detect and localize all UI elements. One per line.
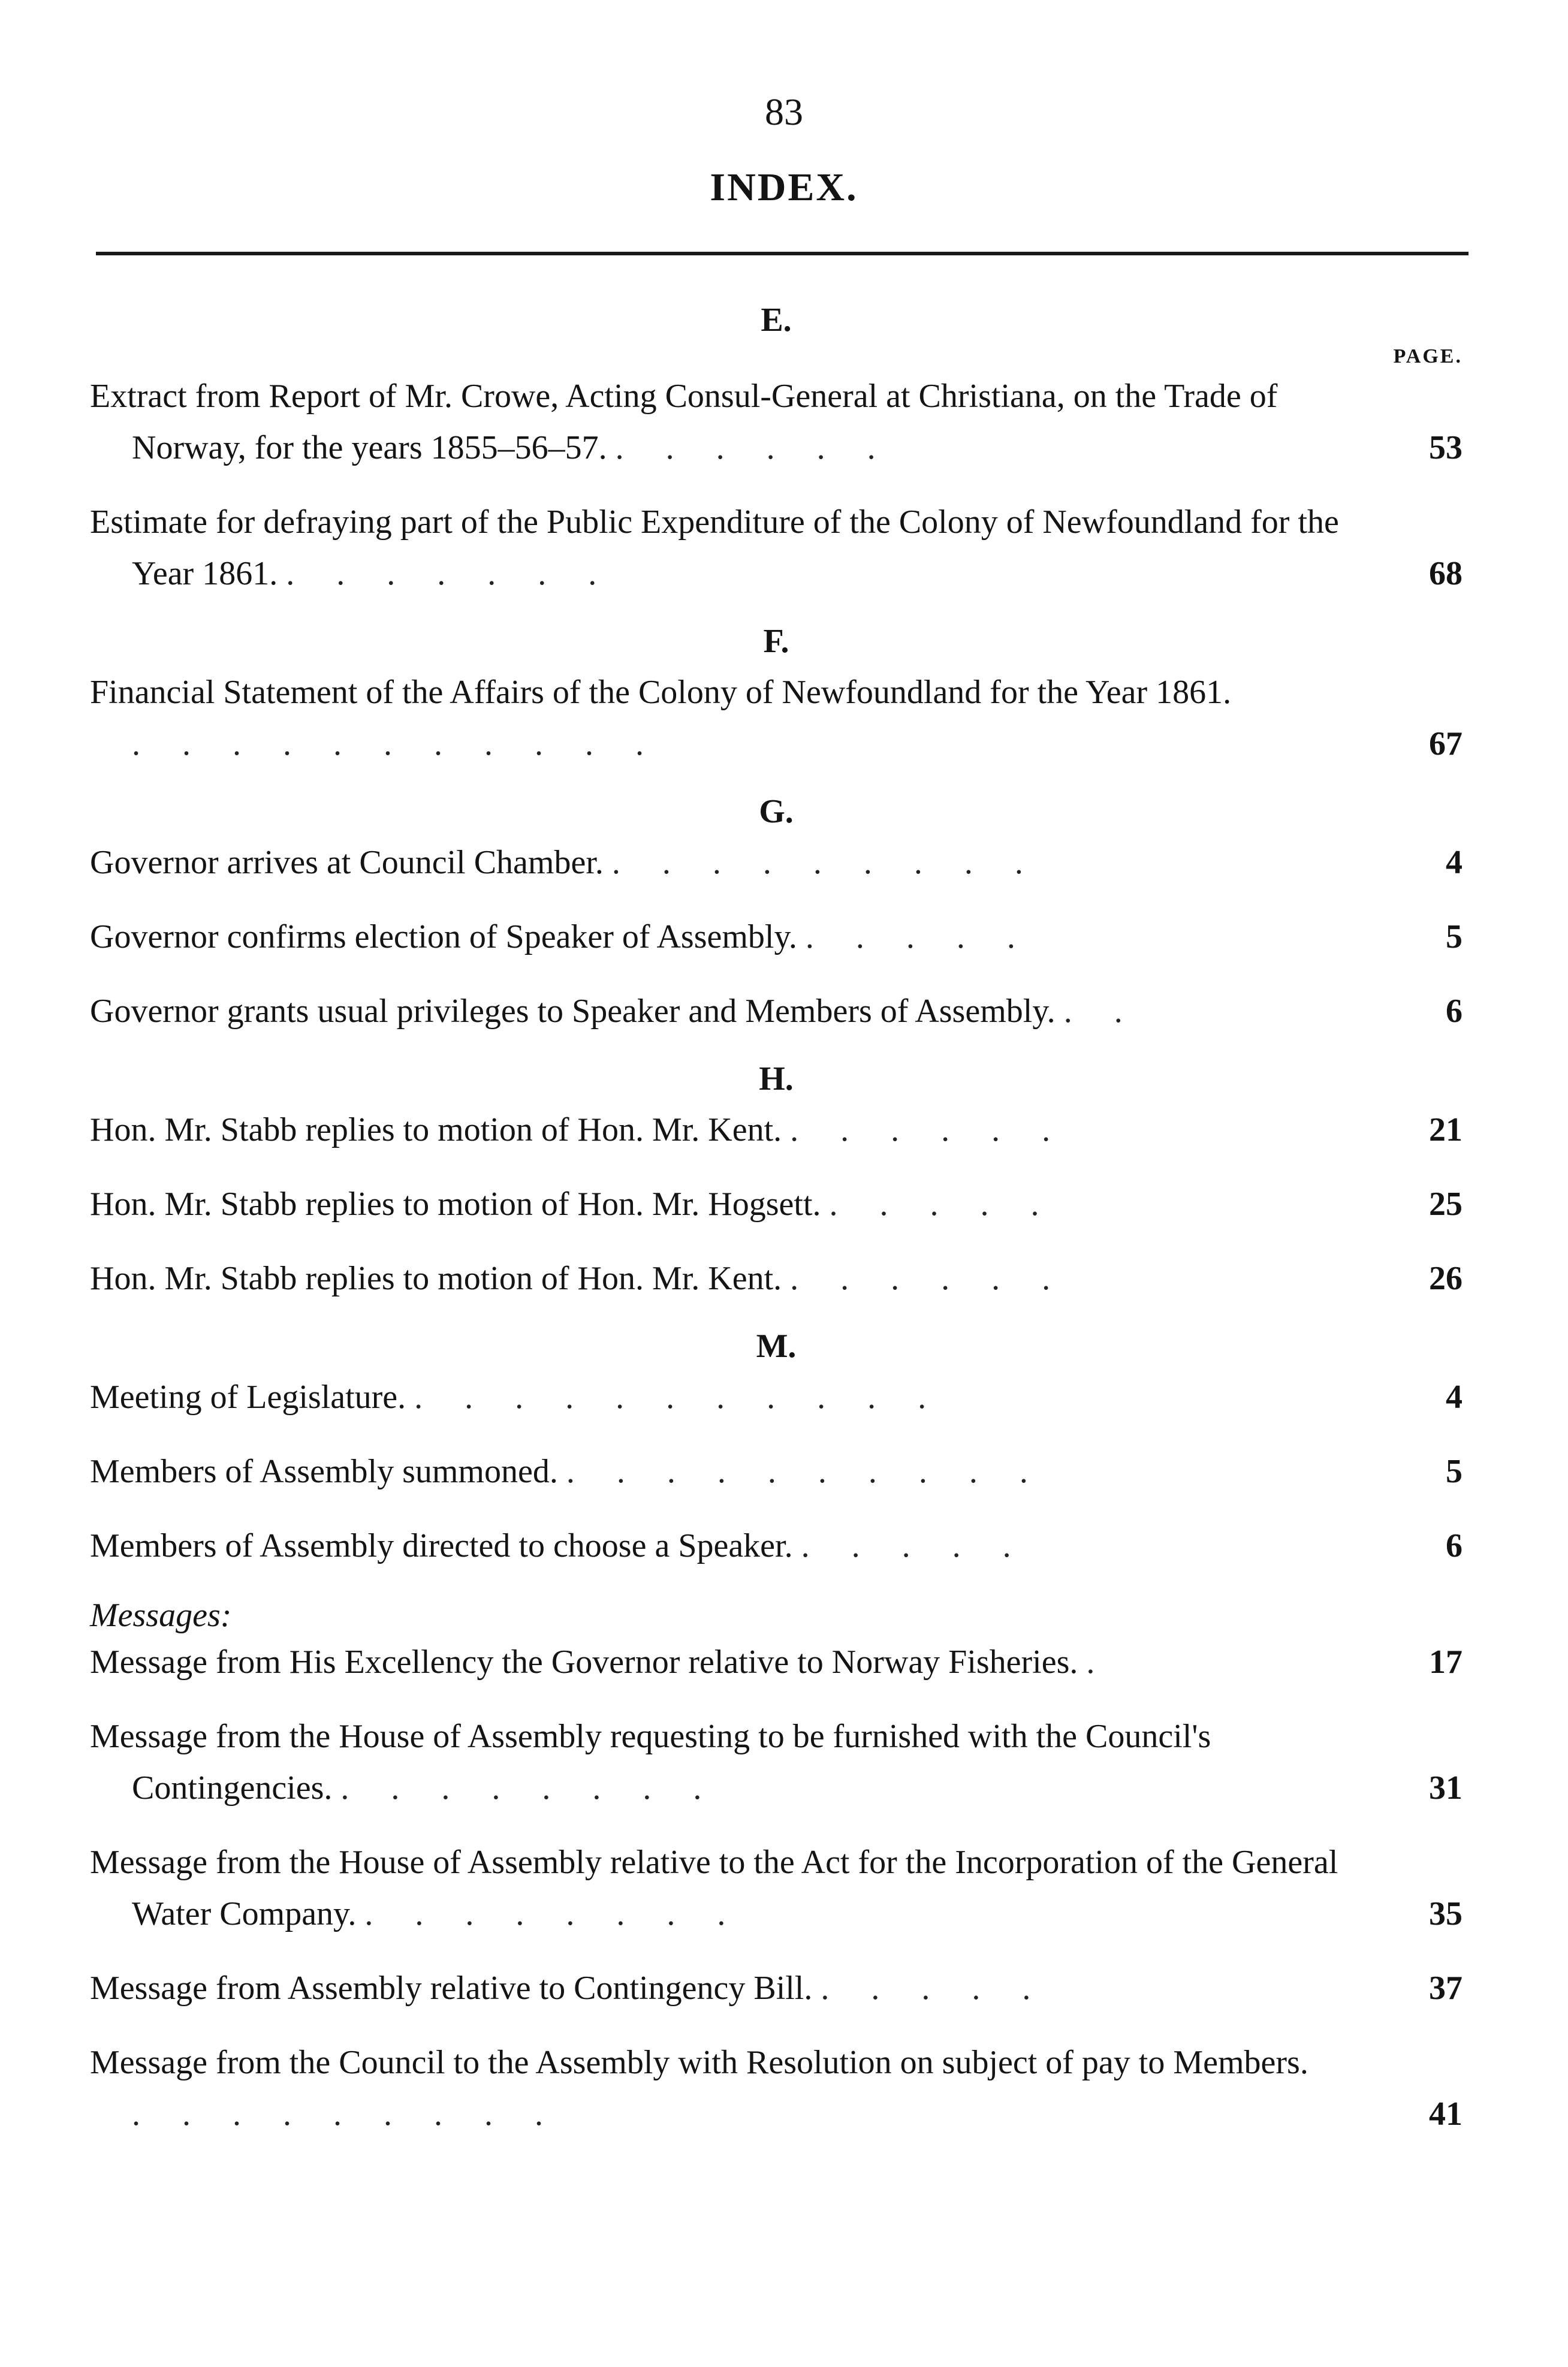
entry-text: Message from the House of Assembly requesting to be furnished with the Council's Contingencies. ........ xyxy=(90,1718,1211,1807)
page-column-label: PAGE. xyxy=(1393,345,1463,367)
entry-text: Hon. Mr. Stabb replies to motion of Hon. Mr. Kent. ...... xyxy=(90,1260,1093,1297)
index-entry xyxy=(90,370,1463,474)
dot-leader: ........... xyxy=(414,1379,969,1416)
dot-leader: ..... xyxy=(821,1970,1073,2007)
entry-page: 21 xyxy=(1429,1111,1463,1148)
entry-text: Financial Statement of the Affairs of the Colony of Newfoundland for the Year 1861. ........... xyxy=(90,674,1232,762)
entry-text: Governor arrives at Council Chamber. ......... xyxy=(90,844,1065,881)
entry-text: Message from Assembly relative to Contingency Bill. ..... xyxy=(90,1970,1073,2007)
entry-page: 53 xyxy=(1429,429,1463,466)
dot-leader: ...... xyxy=(615,429,918,466)
entry-page: 4 xyxy=(1446,844,1463,881)
index-entry xyxy=(90,1837,1463,1940)
entry-page: 5 xyxy=(1446,1453,1463,1490)
entry-text: Members of Assembly summoned. .......... xyxy=(90,1453,1070,1490)
index-entry xyxy=(90,985,1463,1037)
page-number: 83 xyxy=(765,91,803,133)
dot-leader: ..... xyxy=(829,1186,1081,1223)
entry-text: Message from the House of Assembly relative to the Act for the Incorporation of the General Water Company. ........ xyxy=(90,1844,1338,1932)
index-entry xyxy=(90,1520,1463,1572)
dot-leader: ........ xyxy=(340,1769,744,1807)
entry-page: 37 xyxy=(1429,1970,1463,2007)
index-entry xyxy=(90,1178,1463,1230)
dot-leader: . xyxy=(1086,1644,1137,1681)
entry-page: 35 xyxy=(1429,1895,1463,1932)
index-entry xyxy=(90,1446,1463,1497)
index-entry xyxy=(90,837,1463,888)
entry-page: 5 xyxy=(1446,918,1463,955)
messages-subheading: Messages: xyxy=(90,1597,232,1634)
section-letter-f: F. xyxy=(763,623,789,660)
page-title: INDEX. xyxy=(710,165,858,209)
index-content xyxy=(90,288,1463,2163)
section-letter-m: M. xyxy=(756,1328,797,1365)
index-entry xyxy=(90,496,1463,599)
dot-leader: ..... xyxy=(801,1527,1053,1564)
index-entry xyxy=(90,2037,1463,2140)
index-entry xyxy=(90,1104,1463,1156)
dot-leader: ...... xyxy=(790,1260,1093,1297)
entry-text: Estimate for defraying part of the Public Expenditure of the Colony of Newfoundland for the Year 1861. ....... xyxy=(90,503,1339,592)
entry-text: Extract from Report of Mr. Crowe, Acting Consul-General at Christiana, on the Trade of Norway, for the years 1855–56–57. ...... xyxy=(90,378,1278,466)
entry-text: Meeting of Legislature. ........... xyxy=(90,1379,969,1416)
entry-text: Message from the Council to the Assembly with Resolution on subject of pay to Members. ......... xyxy=(90,2044,1308,2133)
dot-leader: ......... xyxy=(132,2095,585,2133)
entry-page: 6 xyxy=(1446,993,1463,1030)
entry-page: 68 xyxy=(1429,555,1463,592)
index-entry xyxy=(90,667,1463,770)
entry-text: Governor confirms election of Speaker of Assembly. ..... xyxy=(90,918,1057,955)
index-entry xyxy=(90,1253,1463,1304)
index-entry xyxy=(90,1962,1463,2014)
title-rule xyxy=(96,252,1469,255)
entry-text: Governor grants usual privileges to Speaker and Members of Assembly. .. xyxy=(90,993,1165,1030)
dot-leader: ......... xyxy=(611,844,1065,881)
entry-text: Members of Assembly directed to choose a Speaker. ..... xyxy=(90,1527,1053,1564)
entry-page: 6 xyxy=(1446,1527,1463,1564)
entry-page: 31 xyxy=(1429,1769,1463,1807)
dot-leader: ........ xyxy=(364,1895,768,1932)
entry-page: 67 xyxy=(1429,725,1463,762)
section-letter-h: H. xyxy=(759,1060,794,1097)
entry-page: 17 xyxy=(1429,1644,1463,1681)
index-entry xyxy=(90,911,1463,963)
entry-text: Hon. Mr. Stabb replies to motion of Hon. Mr. Hogsett. ..... xyxy=(90,1186,1081,1223)
section-letter-g: G. xyxy=(759,793,794,830)
dot-leader: ..... xyxy=(805,918,1057,955)
index-entry xyxy=(90,1711,1463,1814)
dot-leader: ...... xyxy=(790,1111,1093,1148)
dot-leader: ........... xyxy=(132,725,686,762)
index-entry xyxy=(90,1636,1463,1688)
dot-leader: .......... xyxy=(566,1453,1070,1490)
entry-page: 41 xyxy=(1429,2095,1463,2133)
entry-page: 25 xyxy=(1429,1186,1463,1223)
dot-leader: ....... xyxy=(286,555,639,592)
entry-text: Message from His Excellency the Governor relative to Norway Fisheries. . xyxy=(90,1644,1137,1681)
entry-page: 26 xyxy=(1429,1260,1463,1297)
index-entry xyxy=(90,1371,1463,1423)
dot-leader: .. xyxy=(1063,993,1165,1030)
entry-text: Hon. Mr. Stabb replies to motion of Hon. Mr. Kent. ...... xyxy=(90,1111,1093,1148)
entry-page: 4 xyxy=(1446,1379,1463,1416)
section-letter-e: E. xyxy=(761,301,792,339)
